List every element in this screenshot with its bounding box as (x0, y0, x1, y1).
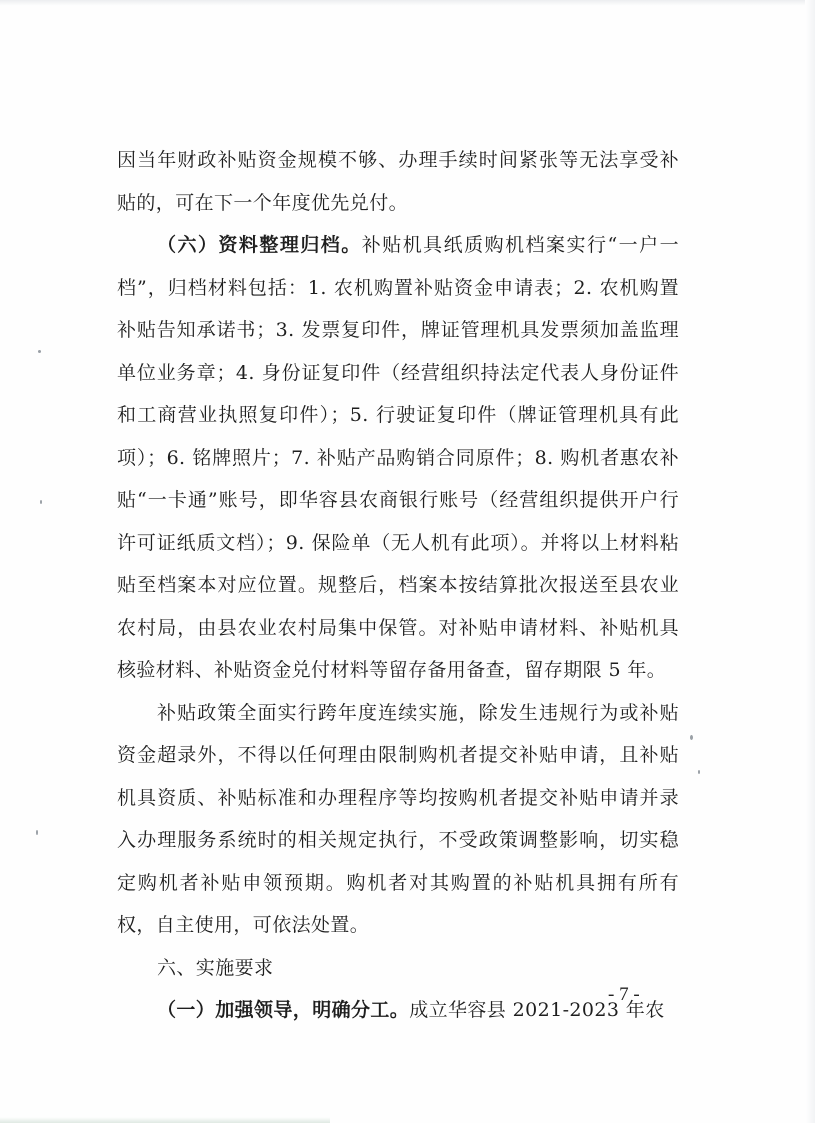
scan-edge-right (805, 0, 815, 1123)
paragraph-continuation (117, 139, 679, 224)
page-number: - 7 - (608, 984, 640, 1005)
paragraph-text: 补贴政策全面实行跨年度连续实施，除发生违规行为或补贴资金超录外，不得以任何理由限制购机者提交补贴申请，且补贴机具资质、补贴标准和办理程序等均按购机者提交补贴申请并录入办理服务系统时的相关规定执行，不受政策调整影响，切实稳定购机者补贴申领预期。购机者对其购置的补贴机具拥有所有权，自主使用，可依法处置。 (117, 701, 679, 936)
scan-speck (40, 500, 42, 504)
paragraph-policy (117, 692, 679, 947)
scan-edge-bottom (0, 1117, 330, 1123)
scan-edge-top (0, 0, 815, 6)
subsection-heading-archiving: （六）资料整理归档。 (157, 234, 362, 256)
paragraph-archiving (117, 224, 679, 692)
scan-speck (38, 350, 41, 353)
paragraph-text: 补贴机具纸质购机档案实行“一户一档”，归档材料包括：1. 农机购置补贴资金申请表；2. 农机购置补贴告知承诺书；3. 发票复印件，牌证管理机具发票须加盖监理单位业务章；4. 身份证复印件（经营组织持法定代表人身份证件和工商营业执照复印件）；5. 行驶证复印件（牌证管理机具有此项）；6. 铭牌照片；7. 补贴产品购销合同原件；8. 购机者惠农补贴“一卡通”账号，即华容县农商银行账号（经营组织提供开户行许可证纸质文档）；9. 保险单（无人机有此项）。并将以上材料粘贴至档案本对应位置。规整后，档案本按结算批次报送至县农业农村局，由县农业农村局集中保管。对补贴申请材料、补贴机具核验材料、补贴资金兑付材料等留存备用备查，留存期限 5 年。 (117, 234, 679, 681)
paragraph-leadership (117, 989, 679, 1032)
scan-speck (690, 735, 693, 740)
scan-speck (36, 830, 38, 835)
document-body (117, 139, 679, 1032)
paragraph-text: 成立华容县 2021-2023 年农 (409, 999, 665, 1021)
scan-speck (698, 770, 700, 774)
section-heading: 六、实施要求 (157, 956, 274, 979)
paragraph-text: 因当年财政补贴资金规模不够、办理手续时间紧张等无法享受补贴的，可在下一个年度优先兑付。 (117, 149, 679, 214)
subsection-heading-leadership: （一）加强领导，明确分工。 (157, 999, 410, 1021)
